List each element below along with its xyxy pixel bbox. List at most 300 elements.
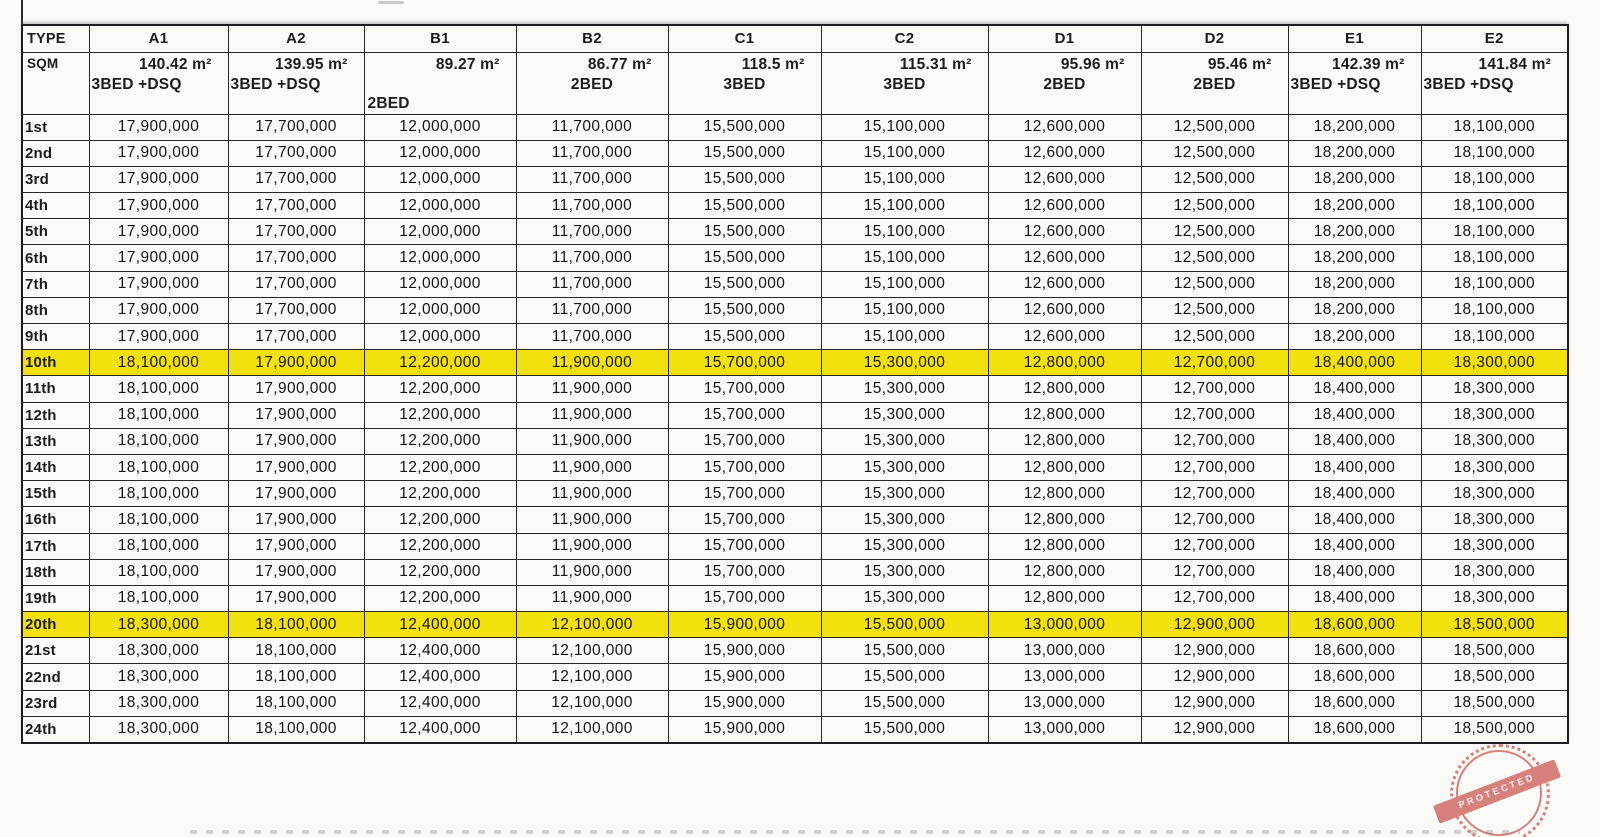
price-cell: 18,200,000	[1288, 297, 1421, 323]
price-cell: 18,300,000	[1421, 376, 1568, 402]
price-cell: 18,100,000	[228, 638, 364, 664]
price-cell: 18,500,000	[1421, 664, 1568, 690]
price-cell: 15,100,000	[821, 324, 988, 350]
price-cell: 12,200,000	[364, 507, 516, 533]
price-cell: 17,900,000	[228, 454, 364, 480]
price-cell: 13,000,000	[988, 664, 1141, 690]
price-cell: 18,100,000	[89, 585, 228, 611]
floor-label: 2nd	[22, 140, 89, 166]
price-cell: 15,700,000	[668, 376, 821, 402]
price-cell: 15,700,000	[668, 481, 821, 507]
price-cell: 18,500,000	[1421, 690, 1568, 716]
floor-label: 4th	[22, 193, 89, 219]
price-cell: 18,100,000	[89, 533, 228, 559]
floor-row-23rd	[22, 690, 1568, 716]
price-cell: 12,100,000	[516, 664, 668, 690]
price-cell: 12,600,000	[988, 245, 1141, 271]
price-cell: 12,800,000	[988, 350, 1141, 376]
price-cell: 17,700,000	[228, 193, 364, 219]
price-cell: 12,500,000	[1141, 245, 1288, 271]
floor-label: 13th	[22, 428, 89, 454]
floor-label: 16th	[22, 507, 89, 533]
price-cell: 18,600,000	[1288, 638, 1421, 664]
floor-row-20th	[22, 612, 1568, 638]
price-cell: 18,100,000	[1421, 219, 1568, 245]
beds-value: 3BED	[883, 75, 926, 93]
price-cell: 15,300,000	[821, 507, 988, 533]
price-cell: 15,100,000	[821, 219, 988, 245]
floor-row-14th	[22, 454, 1568, 480]
beds-value: 2BED	[570, 75, 614, 93]
price-cell: 15,700,000	[668, 428, 821, 454]
price-cell: 12,900,000	[1141, 690, 1288, 716]
price-cell: 15,500,000	[821, 612, 988, 638]
price-cell: 17,700,000	[228, 219, 364, 245]
price-cell: 17,900,000	[228, 481, 364, 507]
price-cell: 15,300,000	[821, 350, 988, 376]
floor-label: 22nd	[22, 664, 89, 690]
price-cell: 15,100,000	[821, 193, 988, 219]
floor-row-3rd	[22, 166, 1568, 192]
floor-label: 24th	[22, 716, 89, 742]
price-cell: 18,100,000	[1421, 140, 1568, 166]
price-cell: 18,100,000	[1421, 324, 1568, 350]
column-header-B2: B2	[516, 25, 668, 52]
area-value: 142.39 m²	[1332, 55, 1405, 73]
floor-label: 18th	[22, 559, 89, 585]
floor-row-15th	[22, 481, 1568, 507]
price-cell: 18,400,000	[1288, 428, 1421, 454]
price-cell: 12,600,000	[988, 193, 1141, 219]
floor-label: 11th	[22, 376, 89, 402]
sqm-header-cell: SQM	[22, 52, 89, 114]
column-header-C2: C2	[821, 25, 988, 52]
floor-label: 20th	[22, 612, 89, 638]
price-cell: 15,500,000	[668, 193, 821, 219]
price-cell: 11,900,000	[516, 507, 668, 533]
price-cell: 18,100,000	[228, 664, 364, 690]
price-cell: 12,100,000	[516, 612, 668, 638]
scan-artifact	[378, 1, 404, 4]
price-cell: 12,200,000	[364, 350, 516, 376]
area-value: 95.46 m²	[1207, 55, 1272, 73]
price-cell: 12,900,000	[1141, 638, 1288, 664]
price-cell: 18,300,000	[1421, 481, 1568, 507]
price-cell: 15,300,000	[821, 428, 988, 454]
spec-cell-B2	[516, 52, 668, 114]
price-cell: 15,500,000	[668, 219, 821, 245]
price-cell: 17,700,000	[228, 114, 364, 140]
price-cell: 15,500,000	[821, 638, 988, 664]
price-cell: 18,300,000	[1421, 585, 1568, 611]
price-cell: 12,500,000	[1141, 271, 1288, 297]
price-cell: 12,500,000	[1141, 114, 1288, 140]
price-cell: 18,100,000	[1421, 193, 1568, 219]
price-cell: 17,900,000	[89, 219, 228, 245]
scan-cutoff-text-remnant	[190, 830, 1520, 834]
spec-cell-E1	[1288, 52, 1421, 114]
price-cell: 12,600,000	[988, 324, 1141, 350]
floor-label: 3rd	[22, 166, 89, 192]
price-cell: 12,400,000	[364, 664, 516, 690]
area-value: 139.95 m²	[275, 55, 348, 73]
price-cell: 12,400,000	[364, 690, 516, 716]
price-cell: 18,400,000	[1288, 454, 1421, 480]
floor-row-2nd	[22, 140, 1568, 166]
price-cell: 18,100,000	[228, 612, 364, 638]
price-cell: 12,700,000	[1141, 481, 1288, 507]
price-cell: 12,000,000	[364, 297, 516, 323]
price-cell: 17,900,000	[228, 428, 364, 454]
price-cell: 18,200,000	[1288, 324, 1421, 350]
price-cell: 12,700,000	[1141, 402, 1288, 428]
column-header-B1: B1	[364, 25, 516, 52]
price-cell: 11,900,000	[516, 454, 668, 480]
price-cell: 18,500,000	[1421, 612, 1568, 638]
beds-value: 3BED	[723, 75, 766, 93]
floor-row-21st	[22, 638, 1568, 664]
price-cell: 15,700,000	[668, 507, 821, 533]
price-cell: 13,000,000	[988, 690, 1141, 716]
price-cell: 12,200,000	[364, 376, 516, 402]
price-cell: 15,500,000	[668, 324, 821, 350]
type-header-cell: TYPE	[22, 25, 89, 52]
price-cell: 12,900,000	[1141, 664, 1288, 690]
price-cell: 18,100,000	[228, 716, 364, 742]
floor-row-4th	[22, 193, 1568, 219]
price-cell: 15,100,000	[821, 166, 988, 192]
floor-label: 15th	[22, 481, 89, 507]
price-cell: 12,000,000	[364, 193, 516, 219]
price-cell: 17,900,000	[228, 533, 364, 559]
price-cell: 12,700,000	[1141, 428, 1288, 454]
price-cell: 17,900,000	[228, 559, 364, 585]
beds-value: 3BED +DSQ	[91, 75, 182, 93]
price-cell: 15,700,000	[668, 585, 821, 611]
floor-label: 8th	[22, 297, 89, 323]
price-cell: 15,700,000	[668, 350, 821, 376]
price-cell: 15,900,000	[668, 690, 821, 716]
price-cell: 18,100,000	[1421, 245, 1568, 271]
spec-cell-A1	[89, 52, 228, 114]
floor-row-22nd	[22, 664, 1568, 690]
floor-row-12th	[22, 402, 1568, 428]
area-value: 89.27 m²	[435, 55, 500, 73]
stamp-inner-ring-icon	[1456, 750, 1542, 836]
price-cell: 15,300,000	[821, 481, 988, 507]
price-cell: 18,300,000	[89, 664, 228, 690]
price-cell: 18,200,000	[1288, 245, 1421, 271]
spec-cell-C1	[668, 52, 821, 114]
column-header-D1: D1	[988, 25, 1141, 52]
price-cell: 18,100,000	[89, 454, 228, 480]
price-cell: 17,900,000	[89, 271, 228, 297]
floor-label: 7th	[22, 271, 89, 297]
price-cell: 15,700,000	[668, 533, 821, 559]
price-cell: 12,800,000	[988, 428, 1141, 454]
price-cell: 12,000,000	[364, 324, 516, 350]
price-cell: 15,300,000	[821, 376, 988, 402]
price-cell: 12,100,000	[516, 638, 668, 664]
price-cell: 18,600,000	[1288, 716, 1421, 742]
price-cell: 18,600,000	[1288, 612, 1421, 638]
price-cell: 11,900,000	[516, 559, 668, 585]
column-header-C1: C1	[668, 25, 821, 52]
price-cell: 15,500,000	[668, 245, 821, 271]
price-cell: 18,500,000	[1421, 716, 1568, 742]
price-cell: 12,000,000	[364, 245, 516, 271]
price-cell: 17,700,000	[228, 297, 364, 323]
price-cell: 11,700,000	[516, 140, 668, 166]
price-cell: 15,300,000	[821, 559, 988, 585]
spec-cell-B1	[364, 52, 516, 114]
price-cell: 17,700,000	[228, 324, 364, 350]
price-cell: 15,900,000	[668, 664, 821, 690]
price-cell: 18,300,000	[89, 690, 228, 716]
table-header	[22, 25, 1568, 114]
price-cell: 12,200,000	[364, 428, 516, 454]
price-cell: 15,500,000	[668, 140, 821, 166]
price-cell: 18,400,000	[1288, 481, 1421, 507]
price-cell: 18,100,000	[89, 376, 228, 402]
price-cell: 13,000,000	[988, 716, 1141, 742]
price-cell: 11,700,000	[516, 324, 668, 350]
price-cell: 18,400,000	[1288, 350, 1421, 376]
column-header-A1: A1	[89, 25, 228, 52]
spec-cell-D1	[988, 52, 1141, 114]
price-cell: 12,500,000	[1141, 297, 1288, 323]
price-cell: 18,300,000	[1421, 507, 1568, 533]
price-cell: 12,500,000	[1141, 219, 1288, 245]
price-cell: 15,100,000	[821, 140, 988, 166]
price-cell: 12,900,000	[1141, 716, 1288, 742]
price-cell: 15,900,000	[668, 638, 821, 664]
floor-row-7th	[22, 271, 1568, 297]
price-cell: 12,200,000	[364, 533, 516, 559]
floor-row-24th	[22, 716, 1568, 742]
price-cell: 18,500,000	[1421, 638, 1568, 664]
beds-value: 2BED	[1193, 75, 1236, 93]
price-cell: 17,700,000	[228, 271, 364, 297]
price-cell: 12,000,000	[364, 166, 516, 192]
price-cell: 11,900,000	[516, 402, 668, 428]
column-header-D2: D2	[1141, 25, 1288, 52]
spec-cell-E2	[1421, 52, 1568, 114]
price-cell: 18,400,000	[1288, 533, 1421, 559]
price-cell: 12,100,000	[516, 716, 668, 742]
price-cell: 12,600,000	[988, 140, 1141, 166]
column-header-E1: E1	[1288, 25, 1421, 52]
floor-row-9th	[22, 324, 1568, 350]
price-cell: 18,200,000	[1288, 193, 1421, 219]
price-cell: 18,300,000	[1421, 428, 1568, 454]
price-cell: 17,900,000	[89, 166, 228, 192]
price-cell: 18,200,000	[1288, 114, 1421, 140]
price-cell: 18,100,000	[89, 507, 228, 533]
price-cell: 18,300,000	[89, 716, 228, 742]
price-cell: 18,600,000	[1288, 664, 1421, 690]
floor-label: 17th	[22, 533, 89, 559]
price-cell: 18,100,000	[89, 428, 228, 454]
price-cell: 18,400,000	[1288, 585, 1421, 611]
price-cell: 18,300,000	[1421, 454, 1568, 480]
price-cell: 18,400,000	[1288, 559, 1421, 585]
beds-value: 3BED +DSQ	[1290, 75, 1381, 93]
floor-label: 10th	[22, 350, 89, 376]
price-cell: 18,100,000	[228, 690, 364, 716]
sqm-header-row	[22, 52, 1568, 114]
price-cell: 15,500,000	[668, 297, 821, 323]
beds-value: 2BED	[1043, 75, 1086, 93]
floor-row-8th	[22, 297, 1568, 323]
floor-label: 5th	[22, 219, 89, 245]
price-cell: 17,900,000	[89, 193, 228, 219]
price-cell: 15,700,000	[668, 559, 821, 585]
price-cell: 15,100,000	[821, 245, 988, 271]
price-cell: 17,700,000	[228, 166, 364, 192]
price-cell: 18,400,000	[1288, 402, 1421, 428]
area-value: 115.31 m²	[899, 55, 972, 73]
floor-label: 6th	[22, 245, 89, 271]
price-cell: 15,300,000	[821, 402, 988, 428]
price-cell: 17,700,000	[228, 140, 364, 166]
price-cell: 17,900,000	[89, 114, 228, 140]
price-cell: 18,100,000	[1421, 114, 1568, 140]
price-cell: 15,900,000	[668, 716, 821, 742]
price-cell: 18,300,000	[1421, 350, 1568, 376]
price-cell: 18,200,000	[1288, 140, 1421, 166]
floor-row-16th	[22, 507, 1568, 533]
column-header-E2: E2	[1421, 25, 1568, 52]
column-header-A2: A2	[228, 25, 364, 52]
price-cell: 12,400,000	[364, 612, 516, 638]
price-cell: 12,700,000	[1141, 376, 1288, 402]
price-cell: 18,100,000	[89, 402, 228, 428]
price-cell: 12,000,000	[364, 219, 516, 245]
price-cell: 12,500,000	[1141, 140, 1288, 166]
price-cell: 18,600,000	[1288, 690, 1421, 716]
price-cell: 12,100,000	[516, 690, 668, 716]
price-cell: 12,800,000	[988, 533, 1141, 559]
price-cell: 15,300,000	[821, 533, 988, 559]
price-cell: 15,500,000	[821, 690, 988, 716]
price-cell: 12,700,000	[1141, 507, 1288, 533]
price-cell: 15,300,000	[821, 454, 988, 480]
price-cell: 12,000,000	[364, 271, 516, 297]
price-cell: 11,700,000	[516, 219, 668, 245]
price-cell: 18,300,000	[1421, 533, 1568, 559]
price-cell: 12,200,000	[364, 559, 516, 585]
price-cell: 12,600,000	[988, 219, 1141, 245]
price-cell: 12,500,000	[1141, 193, 1288, 219]
floor-label: 9th	[22, 324, 89, 350]
price-cell: 17,700,000	[228, 245, 364, 271]
price-cell: 12,800,000	[988, 507, 1141, 533]
price-cell: 15,100,000	[821, 114, 988, 140]
price-cell: 12,600,000	[988, 297, 1141, 323]
price-cell: 17,900,000	[228, 402, 364, 428]
floor-row-10th	[22, 350, 1568, 376]
price-cell: 18,300,000	[89, 638, 228, 664]
price-cell: 11,900,000	[516, 350, 668, 376]
price-cell: 12,700,000	[1141, 585, 1288, 611]
price-cell: 12,700,000	[1141, 454, 1288, 480]
floor-label: 14th	[22, 454, 89, 480]
floor-label: 23rd	[22, 690, 89, 716]
price-rows	[22, 114, 1568, 743]
floor-label: 12th	[22, 402, 89, 428]
price-cell: 12,800,000	[988, 402, 1141, 428]
price-cell: 12,200,000	[364, 481, 516, 507]
price-cell: 17,900,000	[228, 350, 364, 376]
price-cell: 15,500,000	[668, 271, 821, 297]
price-cell: 12,900,000	[1141, 612, 1288, 638]
spec-cell-D2	[1141, 52, 1288, 114]
price-cell: 18,300,000	[89, 612, 228, 638]
price-cell: 12,600,000	[988, 166, 1141, 192]
price-cell: 12,200,000	[364, 402, 516, 428]
price-cell: 18,200,000	[1288, 271, 1421, 297]
stamp-outer-ring-icon	[1450, 744, 1550, 837]
price-cell: 11,700,000	[516, 271, 668, 297]
beds-value: 2BED	[367, 94, 410, 112]
floor-row-6th	[22, 245, 1568, 271]
floor-row-19th	[22, 585, 1568, 611]
price-cell: 13,000,000	[988, 638, 1141, 664]
price-cell: 12,800,000	[988, 376, 1141, 402]
protected-stamp	[1436, 741, 1562, 837]
price-table	[21, 24, 1569, 744]
area-value: 118.5 m²	[741, 55, 805, 73]
price-cell: 18,200,000	[1288, 219, 1421, 245]
price-cell: 12,600,000	[988, 114, 1141, 140]
spec-cell-A2	[228, 52, 364, 114]
price-cell: 17,900,000	[89, 324, 228, 350]
price-cell: 11,900,000	[516, 481, 668, 507]
price-cell: 12,800,000	[988, 559, 1141, 585]
price-cell: 17,900,000	[89, 140, 228, 166]
price-cell: 15,500,000	[821, 664, 988, 690]
price-cell: 15,100,000	[821, 297, 988, 323]
price-cell: 11,700,000	[516, 193, 668, 219]
price-cell: 17,900,000	[228, 585, 364, 611]
price-cell: 18,100,000	[89, 559, 228, 585]
price-cell: 11,900,000	[516, 585, 668, 611]
area-value: 141.84 m²	[1478, 55, 1551, 73]
price-cell: 15,500,000	[821, 716, 988, 742]
price-cell: 15,300,000	[821, 585, 988, 611]
price-cell: 18,100,000	[1421, 271, 1568, 297]
price-cell: 12,700,000	[1141, 559, 1288, 585]
floor-label: 21st	[22, 638, 89, 664]
price-cell: 15,900,000	[668, 612, 821, 638]
floor-row-5th	[22, 219, 1568, 245]
floor-label: 1st	[22, 114, 89, 140]
price-cell: 18,200,000	[1288, 166, 1421, 192]
price-cell: 11,700,000	[516, 297, 668, 323]
price-cell: 17,900,000	[89, 297, 228, 323]
price-cell: 11,900,000	[516, 533, 668, 559]
price-cell: 11,700,000	[516, 166, 668, 192]
floor-row-17th	[22, 533, 1568, 559]
price-cell: 15,700,000	[668, 454, 821, 480]
type-header-row	[22, 25, 1568, 52]
floor-row-13th	[22, 428, 1568, 454]
area-value: 86.77 m²	[587, 55, 652, 73]
beds-value: 3BED +DSQ	[1423, 75, 1514, 93]
price-cell: 12,000,000	[364, 140, 516, 166]
stamp-band-text: PROTECTED	[1433, 759, 1561, 823]
